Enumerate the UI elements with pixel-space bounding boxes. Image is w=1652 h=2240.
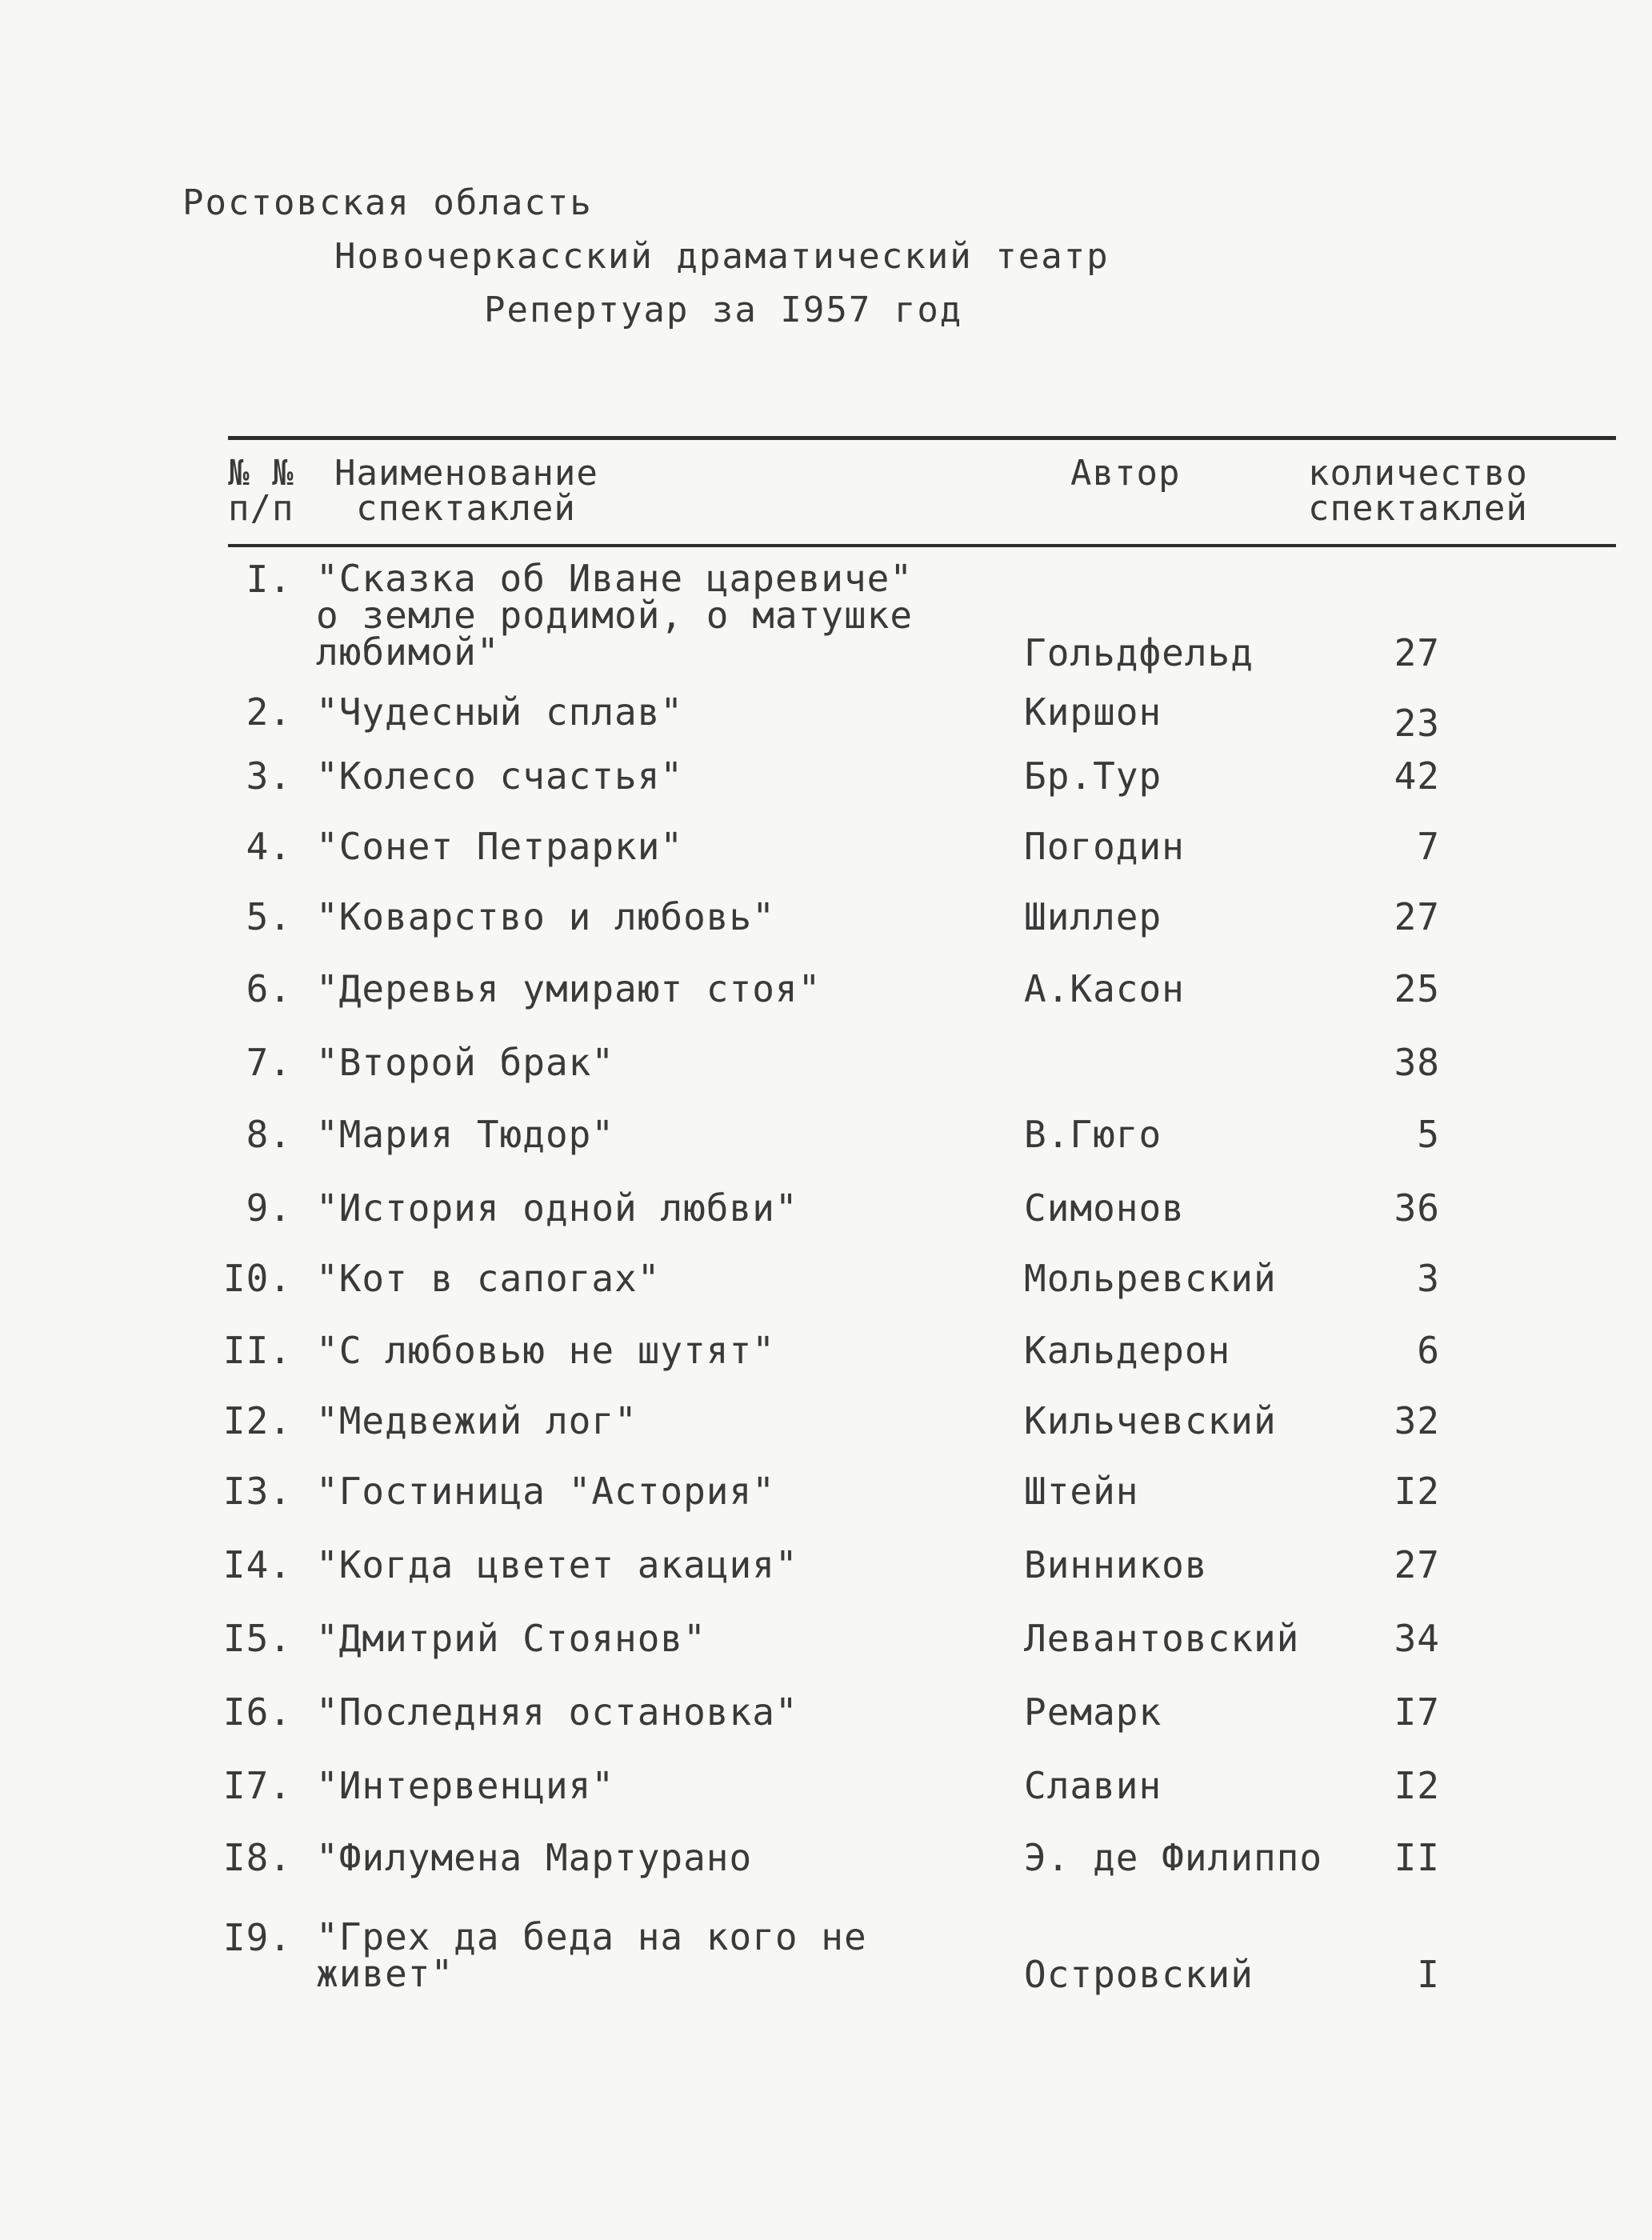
- row-title: "Второй брак": [316, 1041, 615, 1084]
- col-count-line2: спектаклей: [1308, 488, 1528, 529]
- row-count: I: [1417, 1953, 1440, 1996]
- row-number: II.: [222, 1329, 292, 1372]
- row-title: "Дмитрий Стоянов": [316, 1617, 706, 1660]
- row-count: 32: [1394, 1399, 1440, 1442]
- row-title: "Сонет Петрарки": [316, 825, 684, 868]
- row-count: 23: [1394, 702, 1440, 745]
- row-number: 2.: [246, 690, 292, 734]
- row-author: В.Гюго: [1024, 1113, 1162, 1156]
- row-title: "Мария Тюдор": [316, 1113, 615, 1156]
- col-no-line1: № №: [228, 453, 294, 494]
- row-number: 6.: [246, 967, 292, 1010]
- row-count: 27: [1394, 631, 1440, 674]
- row-number: 4.: [246, 825, 292, 868]
- repertoire-heading: Репертуар за I957 год: [484, 290, 963, 330]
- table-row: [0, 827, 1652, 899]
- table-row: [0, 557, 1652, 688]
- table-row: [0, 1619, 1652, 1691]
- row-author: А.Касон: [1024, 967, 1185, 1010]
- row-author: Кильчевский: [1024, 1399, 1277, 1442]
- row-author: Э. де Филиппо: [1024, 1836, 1323, 1879]
- table-row: [0, 967, 1652, 1042]
- table-row: [0, 895, 1652, 970]
- row-number: I2.: [222, 1399, 292, 1442]
- row-author: Погодин: [1024, 825, 1185, 868]
- row-number: 3.: [246, 754, 292, 798]
- row-count: 6: [1417, 1329, 1440, 1372]
- row-title: "Филумена Мартурано: [316, 1836, 753, 1879]
- col-title-line2: спектаклей: [356, 488, 576, 529]
- row-title: "Деревья умирают стоя": [316, 967, 822, 1010]
- table-header-rule: [228, 544, 1616, 547]
- row-count: I2: [1394, 1470, 1440, 1513]
- row-count: 7: [1417, 825, 1440, 868]
- row-title: "С любовью не шутят": [316, 1329, 775, 1372]
- col-no-line2: п/п: [228, 488, 294, 529]
- row-title: "Медвежий лог": [316, 1399, 638, 1442]
- row-count: 36: [1394, 1186, 1440, 1230]
- row-count: II: [1394, 1836, 1440, 1879]
- row-author: Симонов: [1024, 1186, 1185, 1230]
- row-number: I4.: [222, 1543, 292, 1586]
- row-author: Кальдерон: [1024, 1329, 1231, 1372]
- row-number: 5.: [246, 895, 292, 938]
- row-number: I.: [246, 558, 292, 601]
- row-author: Островский: [1024, 1953, 1254, 1996]
- col-author: Автор: [1070, 453, 1181, 494]
- row-count: I7: [1394, 1690, 1440, 1734]
- col-count-line1: количество: [1308, 453, 1528, 494]
- table-row: [0, 1331, 1652, 1403]
- table-row: [0, 1838, 1652, 1910]
- row-author: Ремарк: [1024, 1690, 1162, 1734]
- row-title: "Интервенция": [316, 1764, 615, 1807]
- row-author: Мольревский: [1024, 1257, 1277, 1300]
- table-row: [0, 1543, 1652, 1618]
- table-row: [0, 754, 1652, 829]
- row-author: Славин: [1024, 1764, 1162, 1807]
- row-count: I2: [1394, 1764, 1440, 1807]
- row-count: 38: [1394, 1041, 1440, 1084]
- table-row: [0, 1915, 1652, 2014]
- row-title: "Колесо счастья": [316, 754, 684, 798]
- row-title: "Сказка об Иване царевиче" о земле родимой, о матушке любимой": [316, 557, 914, 674]
- row-number: 8.: [246, 1113, 292, 1156]
- row-number: 7.: [246, 1041, 292, 1084]
- row-count: 27: [1394, 895, 1440, 938]
- row-title: "Когда цветет акация": [316, 1543, 798, 1586]
- row-title: "Чудесный сплав": [316, 690, 684, 734]
- row-author: Штейн: [1024, 1470, 1139, 1513]
- table-row: [0, 1472, 1652, 1544]
- row-count: 3: [1417, 1257, 1440, 1300]
- row-count: 34: [1394, 1617, 1440, 1660]
- row-title: "Кот в сапогах": [316, 1257, 661, 1300]
- row-author: Гольдфельд: [1024, 631, 1254, 674]
- row-count: 5: [1417, 1113, 1440, 1156]
- col-title-line1: Наименование: [334, 453, 598, 494]
- row-number: I3.: [222, 1470, 292, 1513]
- theatre-heading: Новочеркасский драматический театр: [334, 236, 1110, 277]
- row-title: "Грех да беда на кого не живет": [316, 1915, 867, 1995]
- row-number: I6.: [222, 1690, 292, 1734]
- row-author: Шиллер: [1024, 895, 1162, 938]
- table-top-rule: [228, 436, 1616, 440]
- row-number: I5.: [222, 1617, 292, 1660]
- row-title: "Коварство и любовь": [316, 895, 775, 938]
- table-row: [0, 1043, 1652, 1115]
- row-author: Киршон: [1024, 690, 1162, 734]
- row-number: I7.: [222, 1764, 292, 1807]
- row-number: I8.: [222, 1836, 292, 1879]
- table-row: [0, 1115, 1652, 1187]
- row-title: "Последняя остановка": [316, 1690, 798, 1734]
- region-heading: Ростовская область: [182, 182, 593, 223]
- row-author: Винников: [1024, 1543, 1208, 1586]
- row-title: "Гостиница "Астория": [316, 1470, 775, 1513]
- row-title: "История одной любви": [316, 1186, 798, 1230]
- table-row: [0, 1186, 1652, 1261]
- table-row: [0, 1766, 1652, 1838]
- row-number: I9.: [222, 1916, 292, 1959]
- row-number: I0.: [222, 1257, 292, 1300]
- row-author: Левантовский: [1024, 1617, 1300, 1660]
- row-count: 25: [1394, 967, 1440, 1010]
- table-row: [0, 1399, 1652, 1474]
- row-count: 27: [1394, 1543, 1440, 1586]
- table-row: [0, 1690, 1652, 1765]
- row-author: Бр.Тур: [1024, 754, 1162, 798]
- table-row: [0, 1259, 1652, 1331]
- row-count: 42: [1394, 754, 1440, 798]
- row-number: 9.: [246, 1186, 292, 1230]
